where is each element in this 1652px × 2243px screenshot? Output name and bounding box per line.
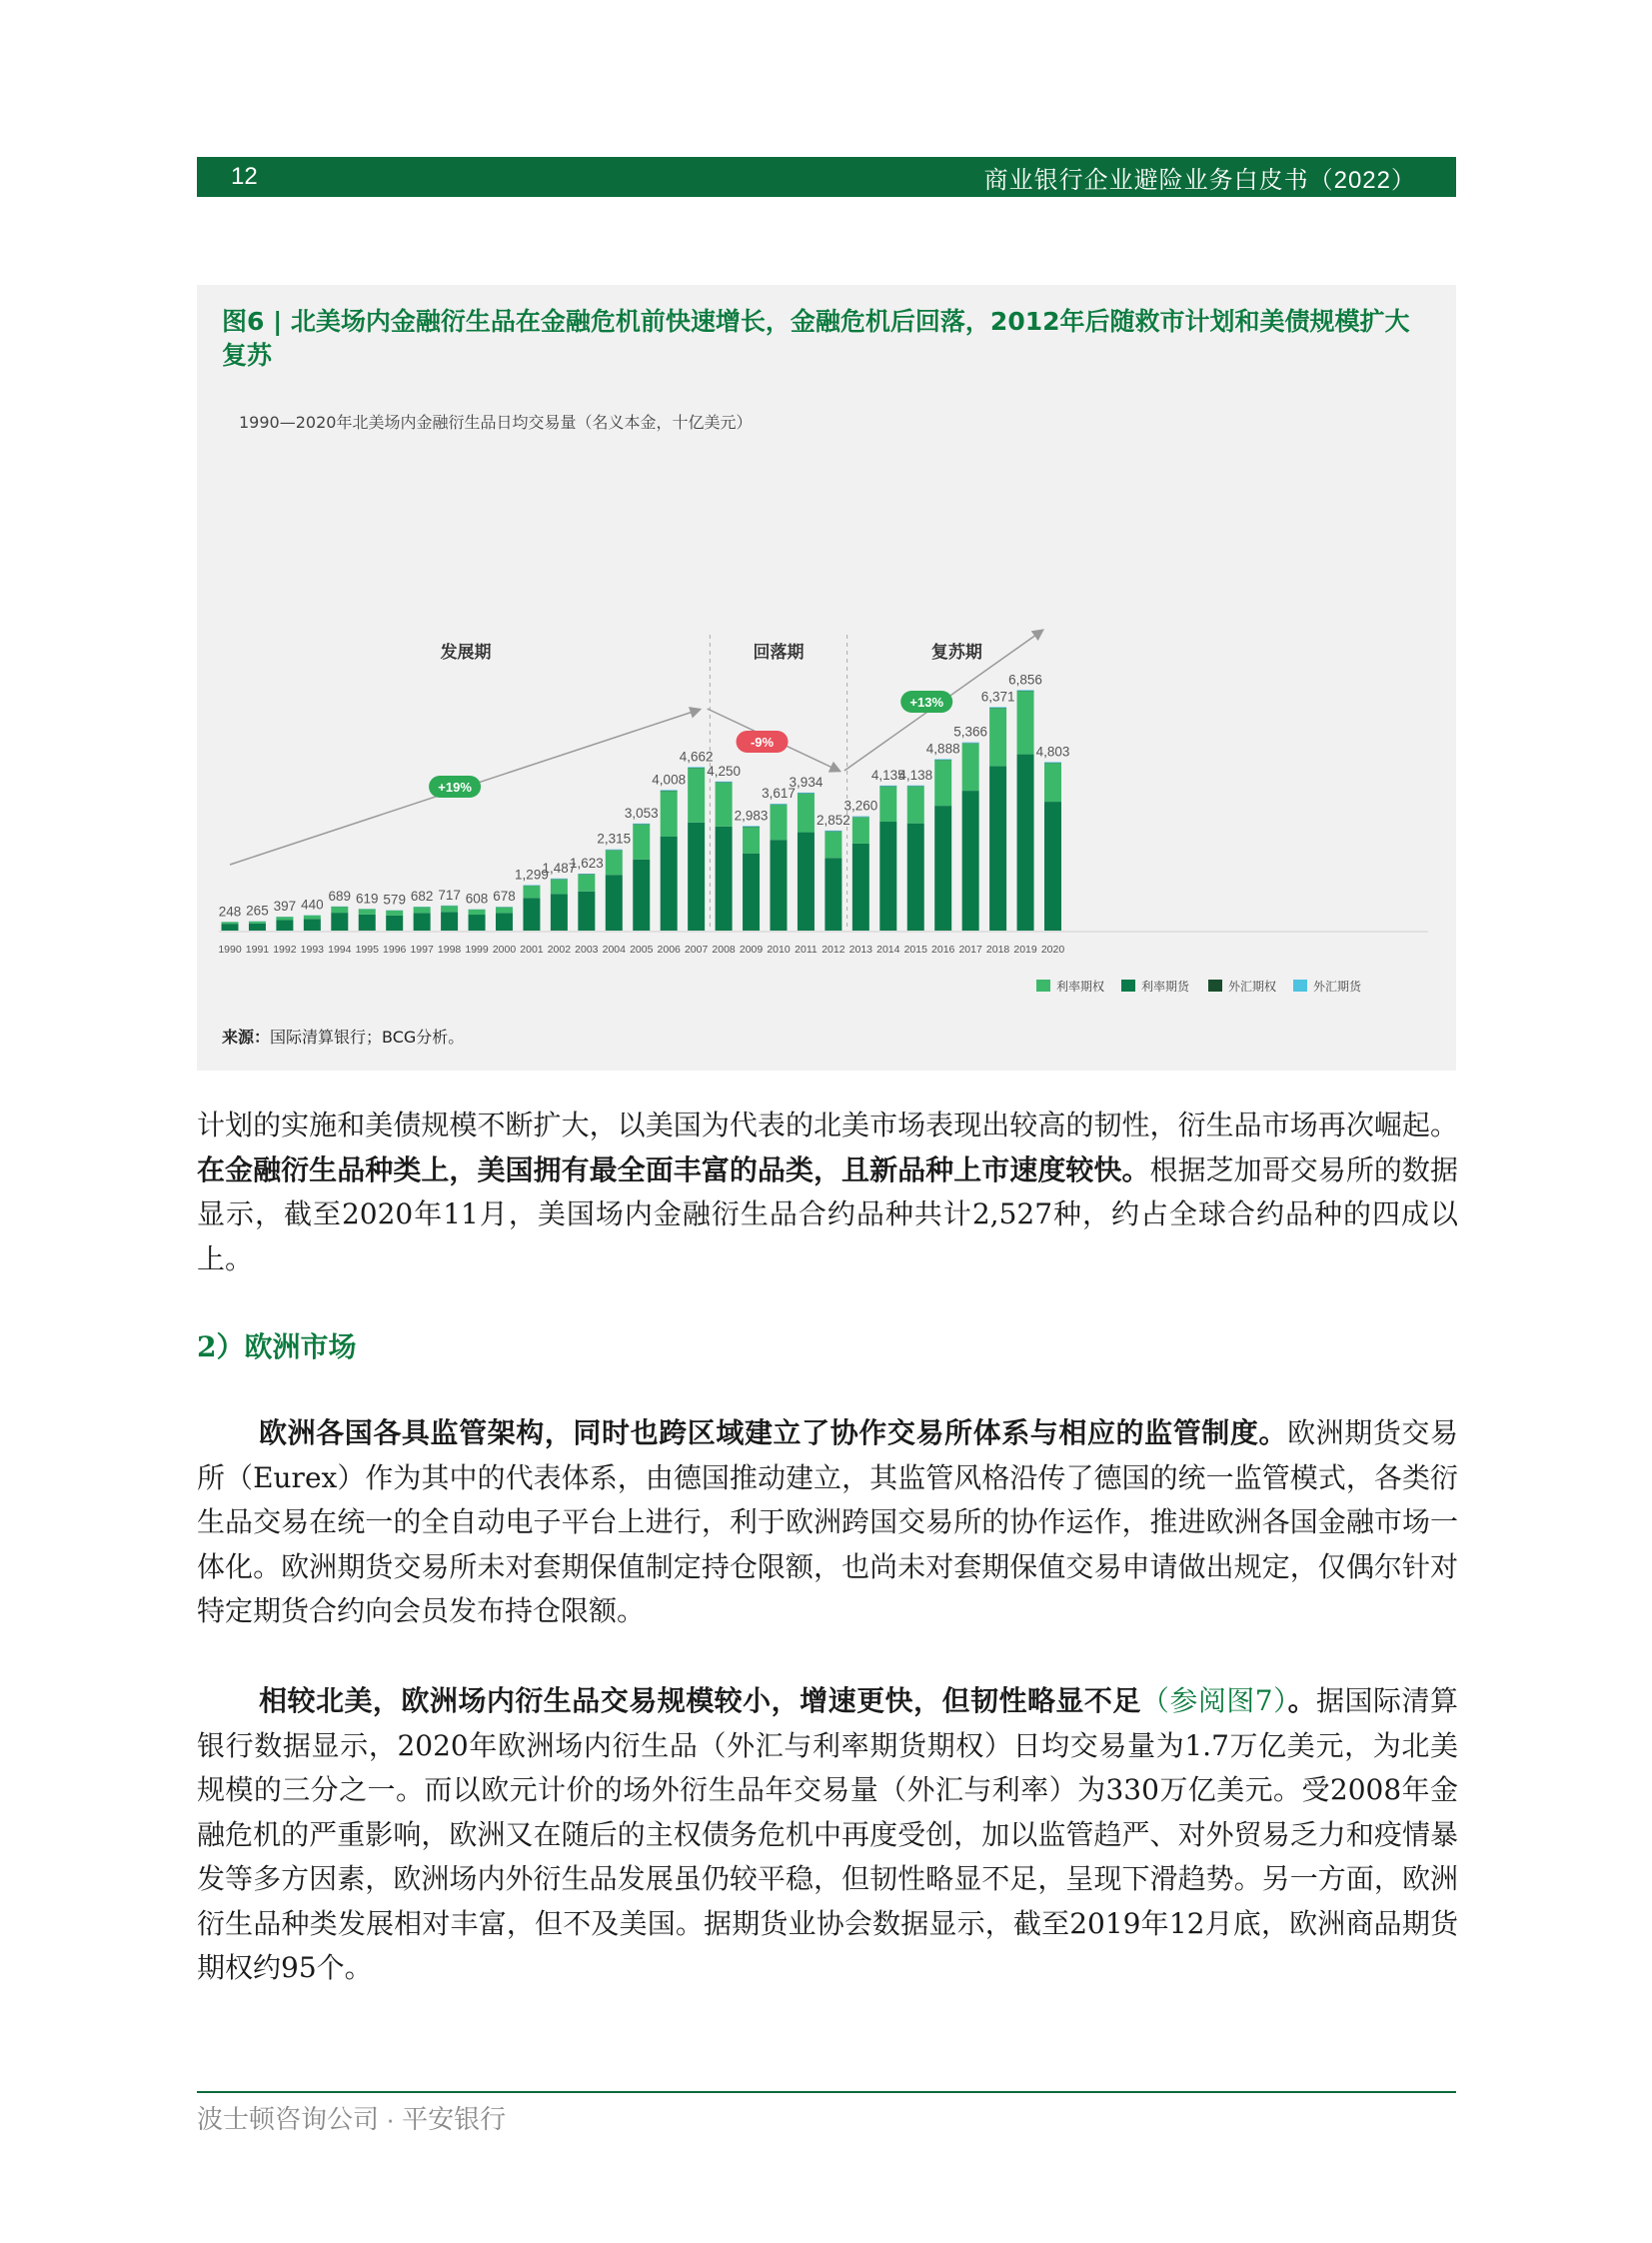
bar-segment <box>469 910 486 915</box>
bar-segment <box>496 913 513 931</box>
bar-segment <box>414 907 431 913</box>
bar-segment <box>469 915 486 931</box>
figure-6 <box>197 285 1456 1071</box>
footer-text: 波士顿咨询公司 · 平安银行 <box>197 2104 507 2134</box>
bar-segment <box>661 791 678 837</box>
x-tick-label: 2014 <box>876 944 900 956</box>
x-tick-label: 2018 <box>985 944 1010 956</box>
bar-segment <box>386 916 403 931</box>
x-tick-label: 1994 <box>328 944 352 956</box>
bar-segment <box>386 911 403 916</box>
x-tick-label: 2020 <box>1040 944 1065 956</box>
data-label: 4,888 <box>925 741 960 757</box>
para1-normal: 计划的实施和美债规模不断扩大，以美国为代表的北美市场表现出较高的韧性，衍生品市场再次崛起。 <box>197 1109 1458 1141</box>
source-label: 来源： <box>222 1028 271 1047</box>
figure-source <box>222 1025 464 1048</box>
phase-label: 发展期 <box>440 643 492 663</box>
x-tick-label: 2012 <box>822 944 845 956</box>
bar-segment <box>331 913 348 931</box>
bar-segment <box>1017 691 1034 754</box>
bar-segment <box>798 833 815 931</box>
data-label: 682 <box>410 889 434 905</box>
x-tick-label: 2015 <box>903 944 927 956</box>
bar-segment <box>825 831 841 832</box>
data-label: 579 <box>383 892 406 908</box>
bar-segment <box>688 768 705 822</box>
paragraph-1 <box>197 1104 1458 1281</box>
growth-badge-label: +19% <box>438 780 472 795</box>
bar-segment <box>989 708 1006 766</box>
bar-segment <box>962 744 979 791</box>
x-tick-label: 2007 <box>684 944 709 956</box>
bar-segment <box>879 786 896 787</box>
data-label: 3,934 <box>789 774 824 790</box>
bar-segment <box>771 805 788 840</box>
para1-bold: 在金融衍生品种类上，美国拥有最全面丰富的品类，且新品种上市速度较快。 <box>197 1152 1150 1186</box>
bar-segment <box>331 907 348 913</box>
legend-swatch <box>1208 980 1222 992</box>
data-label: 1,623 <box>569 856 604 872</box>
data-label: 1,299 <box>515 867 549 883</box>
bar-segment <box>852 818 869 844</box>
bar-segment <box>1044 802 1061 931</box>
data-label: 4,008 <box>652 772 687 788</box>
bar-segment <box>523 898 540 931</box>
x-tick-label: 2011 <box>795 944 818 956</box>
bar-segment <box>716 783 733 827</box>
bar-segment <box>852 817 869 818</box>
data-label: 689 <box>328 888 352 904</box>
x-tick-label: 2009 <box>739 944 764 956</box>
data-label: 4,135 <box>870 767 905 783</box>
bar-segment <box>441 906 458 912</box>
page-number: 12 <box>231 163 258 190</box>
data-label: 6,856 <box>1008 672 1042 688</box>
bar-segment <box>551 879 568 880</box>
bar-segment <box>276 920 293 931</box>
para1-rest: 根据芝加哥交易所的数据显示，截至2020年11月，美国场内金融衍生品合约品种共计2,527种，约占全球合约品种的四成以上。 <box>197 1152 1458 1275</box>
data-label: 2,983 <box>734 808 769 824</box>
data-label: 248 <box>218 904 242 920</box>
bar-segment <box>1044 763 1061 802</box>
data-label: 4,138 <box>898 767 933 783</box>
figure-7-reference[interactable]: （参阅图7） <box>1140 1684 1288 1717</box>
bar-segment <box>825 858 841 931</box>
x-tick-label: 1998 <box>437 944 462 956</box>
para3-bold: 相较北美，欧洲场内衍生品交易规模较小，增速更快，但韧性略显不足 <box>259 1684 1141 1717</box>
figure-title: 图6 | 北美场内金融衍生品在金融危机前快速增长，金融危机后回落，2012年后随救市计划和美债规模扩大复苏 <box>222 307 1410 370</box>
bar-segment <box>551 880 568 895</box>
bar-segment <box>907 824 924 931</box>
bar-segment <box>222 924 239 931</box>
bar-segment <box>688 823 705 931</box>
x-tick-label: 2013 <box>848 944 873 956</box>
bar-segment <box>907 786 924 787</box>
bar-segment <box>633 825 650 860</box>
bar-segment <box>743 827 760 853</box>
x-tick-label: 2003 <box>575 944 599 956</box>
para3-rest: 据国际清算银行数据显示，2020年欧洲场内衍生品（外汇与利率期货期权）日均交易量为1.7万亿美元，为北美规模的三分之一。而以欧元计价的场外衍生品年交易量（外汇与利率）为330万亿美元。受2008年金融危机的严重影响，欧洲又在随后的主权债务危机中再度受创，加以监管趋严、对外贸易乏力和疫情暴发等多方因素，欧洲场内外衍生品发展虽仍较平稳，但韧性略显不足，呈现下滑趋势。另一方面，欧洲衍生品种类发展相对丰富，但不及美国。据期货业协会数据显示，截至2019年12月底，欧洲商品期货期权约95个。 <box>197 1684 1458 1984</box>
data-label: 2,315 <box>597 831 632 847</box>
bar-segment <box>249 924 266 931</box>
phase-label: 回落期 <box>753 643 805 663</box>
legend-label: 外汇期货 <box>1313 980 1362 994</box>
bar-segment <box>606 875 623 931</box>
bar-segment <box>441 912 458 931</box>
data-label: 4,250 <box>707 763 741 779</box>
footer-divider <box>197 2091 1456 2093</box>
data-label: 4,803 <box>1035 744 1070 760</box>
bar-segment <box>414 913 431 931</box>
bar-segment <box>661 837 678 931</box>
x-tick-label: 1992 <box>273 944 297 956</box>
data-label: 619 <box>355 891 379 907</box>
bar-segment <box>798 793 815 794</box>
bar-segment <box>276 917 293 920</box>
data-label: 717 <box>438 887 461 903</box>
bar-segment <box>934 760 951 806</box>
data-label: 3,260 <box>843 798 878 814</box>
x-tick-label: 2019 <box>1013 944 1037 956</box>
legend-label: 利率期货 <box>1141 980 1190 994</box>
x-tick-label: 2005 <box>630 944 654 956</box>
legend-swatch <box>1293 980 1307 992</box>
para2-bold: 欧洲各国各具监管架构，同时也跨区域建立了协作交易所体系与相应的监管制度。 <box>259 1416 1288 1449</box>
bar-segment <box>359 915 376 931</box>
x-tick-label: 1999 <box>465 944 489 956</box>
bar-segment <box>578 874 595 875</box>
bar-segment <box>934 806 951 931</box>
paragraph-3 <box>197 1679 1458 1991</box>
bar-segment <box>934 759 951 760</box>
section-heading-europe: 2）欧洲市场 <box>197 1330 357 1363</box>
data-label: 440 <box>301 897 324 913</box>
bar-segment <box>1017 690 1034 691</box>
data-label: 678 <box>493 889 516 905</box>
data-label: 2,852 <box>817 812 850 828</box>
bar-segment <box>716 827 733 931</box>
legend-label: 外汇期权 <box>1228 980 1277 994</box>
paragraph-2 <box>197 1411 1458 1634</box>
bar-segment <box>743 826 760 827</box>
bar-segment <box>771 840 788 931</box>
data-label: 1,487 <box>542 860 577 876</box>
data-label: 5,366 <box>953 724 988 740</box>
x-tick-label: 1997 <box>410 944 434 956</box>
x-tick-label: 2016 <box>931 944 955 956</box>
figure-subtitle: 1990—2020年北美场内金融衍生品日均交易量（名义本金，十亿美元） <box>239 413 753 432</box>
legend-label: 利率期权 <box>1056 980 1105 994</box>
bar-segment <box>359 910 376 915</box>
data-label: 608 <box>465 891 489 907</box>
x-tick-label: 2010 <box>767 944 791 956</box>
data-label: 3,053 <box>624 805 659 821</box>
bar-segment <box>661 790 678 791</box>
data-label: 6,371 <box>980 689 1015 705</box>
x-tick-label: 1991 <box>245 944 270 956</box>
x-tick-label: 2001 <box>520 944 544 956</box>
growth-badge-label: -9% <box>750 735 775 750</box>
legend-swatch <box>1121 980 1135 992</box>
bar-segment <box>304 916 321 920</box>
bar-segment <box>551 894 568 931</box>
bar-segment <box>1044 762 1061 763</box>
bar-segment <box>989 707 1006 708</box>
bar-segment <box>879 787 896 822</box>
bar-segment <box>633 824 650 825</box>
x-tick-label: 1995 <box>355 944 379 956</box>
data-label: 3,617 <box>762 786 796 802</box>
para3-punct: 。 <box>1287 1684 1317 1717</box>
growth-badge-label: +13% <box>909 695 944 710</box>
bar-segment <box>907 787 924 824</box>
bar-segment <box>716 782 733 783</box>
bar-segment <box>962 791 979 931</box>
source-text: 国际清算银行；BCG分析。 <box>270 1028 465 1047</box>
data-label: 397 <box>273 899 297 915</box>
bar-segment <box>578 875 595 892</box>
bar-segment <box>852 844 869 931</box>
bar-segment <box>879 822 896 931</box>
x-tick-label: 2008 <box>712 944 736 956</box>
data-label: 4,662 <box>679 749 714 765</box>
bar-segment <box>743 854 760 931</box>
x-tick-label: 1993 <box>300 944 325 956</box>
para2-rest: 欧洲期货交易所（Eurex）作为其中的代表体系，由德国推动建立，其监管风格沿传了德国的统一监管模式，各类衍生品交易在统一的全自动电子平台上进行，利于欧洲跨国交易所的协作运作，推进欧洲各国金融市场一体化。欧洲期货交易所未对套期保值制定持仓限额，也尚未对套期保值交易申请做出规定，仅偶尔针对特定期货合约向会员发布持仓限额。 <box>197 1416 1458 1627</box>
bar-segment <box>606 850 623 851</box>
bar-segment <box>222 922 239 924</box>
x-tick-label: 2004 <box>602 944 626 956</box>
bar-segment <box>688 767 705 768</box>
bar-segment <box>523 886 540 898</box>
bar-segment <box>825 832 841 858</box>
bar-segment <box>249 922 266 924</box>
x-tick-label: 2006 <box>657 944 681 956</box>
stacked-bar-chart <box>197 285 1456 1071</box>
bar-segment <box>496 908 513 914</box>
x-tick-label: 1996 <box>383 944 407 956</box>
bar-segment <box>1017 755 1034 931</box>
document-title: 商业银行企业避险业务白皮书（2022） <box>983 166 1416 194</box>
bar-segment <box>989 766 1006 931</box>
x-tick-label: 2000 <box>492 944 517 956</box>
x-tick-label: 2017 <box>958 944 982 956</box>
bar-segment <box>771 804 788 805</box>
x-tick-label: 1990 <box>218 944 242 956</box>
bar-segment <box>633 860 650 931</box>
phase-label: 复苏期 <box>930 643 982 663</box>
bar-segment <box>578 892 595 931</box>
legend-swatch <box>1036 980 1050 992</box>
bar-segment <box>606 851 623 876</box>
page-header <box>197 157 1456 197</box>
bar-segment <box>304 919 321 931</box>
x-tick-label: 2002 <box>547 944 572 956</box>
bar-segment <box>962 743 979 744</box>
data-label: 265 <box>246 903 269 919</box>
bar-segment <box>798 794 815 833</box>
